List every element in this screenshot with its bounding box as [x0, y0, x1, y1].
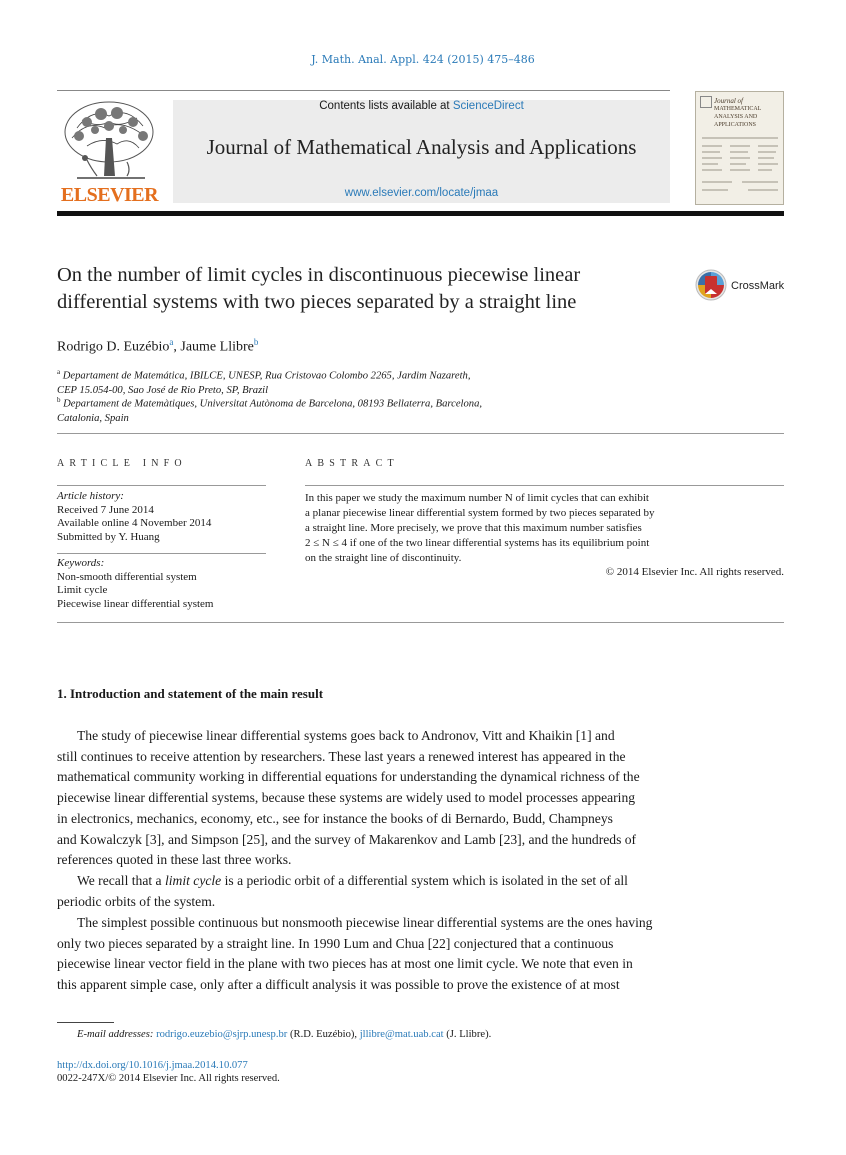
affil-a-mark: a: [57, 368, 61, 376]
article-title: [57, 262, 677, 316]
intro-paragraph-1: [57, 726, 784, 871]
body-line: still continues to receive attention by researchers. These last years a renewed interest has appeared in the: [57, 748, 626, 764]
keyword-item: Piecewise linear differential system: [57, 597, 214, 610]
body-line: mathematical community working in differential equations for understanding the dynamical richness of the: [57, 769, 640, 785]
abstract-line: on the straight line of discontinuity.: [305, 552, 462, 564]
affiliation-divider: [57, 433, 784, 434]
keyword-item: Limit cycle: [57, 584, 108, 596]
email-link-2[interactable]: jllibre@mat.uab.cat: [359, 1029, 444, 1040]
section-heading: 1. Introduction and statement of the main result: [57, 686, 324, 701]
author-separator: ,: [173, 339, 181, 355]
body-line: only two pieces separated by a straight line. In 1990 Lum and Chua [22] conjectured that a continuous: [57, 935, 614, 951]
footnote-rule: [57, 1022, 114, 1023]
body-line: piecewise linear vector field in the plane with two pieces has at most one limit cycle. We note that even in: [57, 956, 633, 972]
body-line: piecewise linear differential systems, because these systems are widely used to model processes appearing: [57, 790, 636, 806]
keyword-item: Non-smooth differential system: [57, 570, 197, 583]
author-list: [57, 337, 258, 356]
affil-a-line1: Departament de Matemática, IBILCE, UNESP, Rua Cristovao Colombo 2265, Jardim Nazareth,: [62, 370, 471, 382]
body-line: and Kowalczyk [3], and Simpson [25], and the survey of Makarenkov and Lamb [23], and the hundreds of: [57, 831, 637, 847]
body-line: periodic orbits of the system.: [57, 893, 216, 909]
abstract-line: In this paper we study the maximum number N of limit cycles that can exhibit: [305, 492, 649, 504]
abstract-line: a straight line. More precisely, we prove that this maximum number satisfies: [305, 522, 642, 534]
intro-paragraph-2: [57, 871, 784, 912]
email-link-1[interactable]: rodrigo.euzebio@sjrp.unesp.br: [156, 1029, 288, 1040]
history-submitted: Submitted by Y. Huang: [57, 530, 160, 543]
limit-cycle-term: limit cycle: [164, 873, 222, 888]
elsevier-tree-logo: [57, 98, 162, 184]
body-line: The study of piecewise linear differential systems goes back to Andronov, Vitt and Khaikin [1] and: [77, 728, 615, 743]
abstract-heading: ABSTRACT: [305, 458, 399, 469]
affil-a-line2: CEP 15.054-00, Sao José de Rio Preto, SP, Brazil: [57, 384, 269, 396]
p2-text-post: is a periodic orbit of a differential system which is isolated in the set of all: [221, 873, 628, 888]
header-rule: [57, 90, 670, 91]
author-1-affil-mark[interactable]: a: [169, 337, 174, 347]
author-1[interactable]: Rodrigo D. Euzébio: [57, 339, 170, 355]
article-history: [57, 490, 267, 544]
doi-link[interactable]: http://dx.doi.org/10.1016/j.jmaa.2014.10.077: [57, 1060, 248, 1071]
body-line: in electronics, mechanics, economy, etc., see for instance the books of di Bernardo, Budd, Champneys: [57, 810, 613, 826]
body-line: The simplest possible continuous but nonsmooth piecewise linear differential systems are the ones having: [77, 915, 653, 930]
elsevier-wordmark[interactable]: ELSEVIER: [60, 184, 159, 206]
journal-title: Journal of Mathematical Analysis and Applications: [206, 135, 637, 159]
author-2[interactable]: Jaume Llibre: [180, 339, 254, 355]
sciencedirect-link[interactable]: ScienceDirect: [452, 100, 524, 112]
journal-url-link[interactable]: www.elsevier.com/locate/jmaa: [344, 187, 499, 199]
author-2-affil-mark[interactable]: b: [253, 337, 259, 347]
cover-emblem-icon: [700, 96, 712, 108]
email-footnote: [57, 1029, 784, 1040]
email-name-1: (R.D. Euzébio),: [287, 1029, 360, 1040]
crossmark-label[interactable]: CrossMark: [731, 280, 785, 292]
abstract-text: [305, 491, 784, 566]
journal-cover[interactable]: [695, 91, 784, 205]
contents-prefix: Contents lists available at: [319, 100, 453, 112]
keywords-label: Keywords:: [57, 557, 105, 569]
body-line: references quoted in these last three works.: [57, 852, 292, 868]
article-info-rule: [57, 485, 266, 486]
title-line-2: differential systems with two pieces separated by a straight line: [57, 291, 577, 313]
abstract-line: 2 ≤ N ≤ 4 if one of the two linear differential systems has its equilibrium point: [305, 537, 650, 549]
header-thick-rule: [57, 211, 784, 216]
keywords-rule: [57, 553, 266, 554]
issn-line: 0022-247X/© 2014 Elsevier Inc. All rights reserved.: [57, 1073, 280, 1084]
affiliation-b: [57, 393, 757, 426]
history-received: Received 7 June 2014: [57, 503, 154, 516]
crossmark-icon[interactable]: [695, 269, 727, 301]
affil-b-mark: b: [57, 396, 61, 404]
affil-b-line1: Departament de Matemàtiques, Universitat Autònoma de Barcelona, 08193 Bellaterra, Barcelona,: [63, 398, 483, 410]
cover-title-line4: APPLICATIONS: [714, 122, 757, 128]
email-name-2: (J. Llibre).: [443, 1029, 492, 1040]
body-line: this apparent simple case, only after a difficult analysis it was possible to prove the existence of at most: [57, 977, 620, 993]
email-label: E-mail addresses:: [77, 1029, 154, 1040]
contents-line: [173, 100, 670, 112]
abstract-rule: [305, 485, 784, 486]
affil-b-line2: Catalonia, Spain: [57, 412, 129, 424]
abstract-copyright: © 2014 Elsevier Inc. All rights reserved.: [605, 566, 784, 578]
p2-text-pre: We recall that a: [77, 873, 165, 888]
article-info-heading: ARTICLE INFO: [57, 458, 187, 469]
intro-paragraph-3: [57, 913, 784, 996]
history-label: Article history:: [57, 490, 124, 502]
cover-title-line2: MATHEMATICAL: [714, 106, 762, 112]
title-line-1: On the number of limit cycles in discontinuous piecewise linear: [57, 264, 581, 286]
cover-text-pattern: [702, 134, 778, 200]
keywords-block: [57, 557, 267, 611]
cover-title-line1: Journal of: [714, 97, 743, 105]
journal-citation[interactable]: J. Math. Anal. Appl. 424 (2015) 475–486: [311, 53, 535, 66]
cover-title-line3: ANALYSIS AND: [714, 114, 758, 120]
abstract-divider: [57, 622, 784, 623]
abstract-line: a planar piecewise linear differential system formed by two pieces separated by: [305, 507, 655, 519]
history-available: Available online 4 November 2014: [57, 517, 212, 529]
